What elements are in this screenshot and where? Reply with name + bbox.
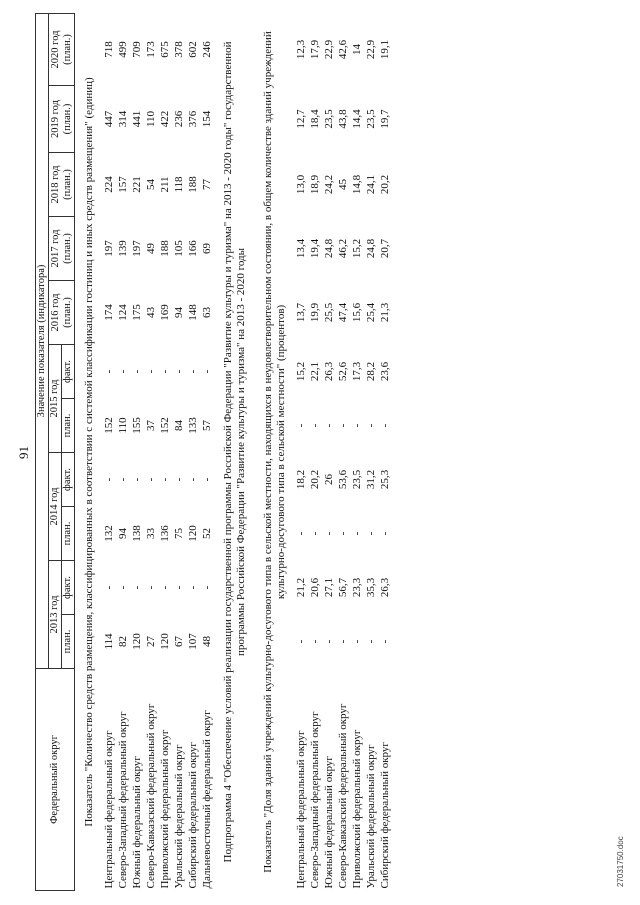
value-cell: - bbox=[131, 369, 143, 374]
district-name: Уральский федеральный округ bbox=[173, 744, 185, 889]
value-cell: 47,4 bbox=[337, 302, 349, 323]
value-cell: 94 bbox=[117, 528, 129, 539]
value-cell: 499 bbox=[117, 41, 129, 58]
value-cell: 25,3 bbox=[379, 469, 391, 490]
value-cell: 94 bbox=[173, 307, 185, 318]
value-cell: 23,5 bbox=[351, 469, 363, 490]
value-cell: 17,9 bbox=[309, 39, 321, 60]
value-cell: 224 bbox=[103, 176, 115, 193]
value-cell: - bbox=[173, 477, 185, 482]
value-cell: - bbox=[117, 477, 129, 482]
value-cell: - bbox=[145, 369, 157, 374]
value-cell: - bbox=[159, 477, 171, 482]
value-cell: 155 bbox=[131, 417, 143, 434]
page-number: 91 bbox=[16, 446, 31, 459]
table-row bbox=[172, 13, 186, 890]
value-cell: 24,1 bbox=[365, 174, 377, 195]
value-cell: 48 bbox=[201, 636, 213, 647]
value-cell: 21,2 bbox=[295, 577, 307, 598]
value-cell: 19,4 bbox=[309, 238, 321, 259]
value-cell: 49 bbox=[145, 243, 157, 254]
value-cell: 166 bbox=[187, 240, 199, 257]
value-cell: - bbox=[187, 369, 199, 374]
value-cell: 14,8 bbox=[351, 174, 363, 195]
district-name: Сибирский федеральный округ bbox=[379, 742, 391, 889]
value-cell: 33 bbox=[145, 528, 157, 539]
value-cell: 63 bbox=[201, 307, 213, 318]
table-row bbox=[186, 13, 200, 890]
value-cell: 441 bbox=[131, 110, 143, 128]
table-row bbox=[294, 13, 308, 890]
district-column-header: Федеральный округ bbox=[36, 669, 75, 891]
value-cell: 133 bbox=[187, 417, 199, 434]
value-cell: - bbox=[323, 423, 335, 428]
table-row bbox=[322, 13, 336, 890]
value-cell: 25,4 bbox=[365, 302, 377, 323]
indicator-table bbox=[35, 13, 392, 891]
value-cell: 124 bbox=[117, 304, 129, 321]
value-cell: 139 bbox=[117, 240, 129, 257]
value-cell: - bbox=[173, 369, 185, 374]
plan-header: план. bbox=[62, 507, 75, 561]
value-cell: 20,2 bbox=[309, 469, 321, 490]
value-cell: 24,8 bbox=[365, 238, 377, 259]
value-cell: - bbox=[295, 639, 307, 644]
value-cell: - bbox=[187, 477, 199, 482]
value-cell: 23,5 bbox=[365, 109, 377, 129]
section2-body bbox=[214, 13, 392, 890]
district-name: Приволжский федеральный округ bbox=[351, 729, 363, 889]
value-cell: 21,3 bbox=[379, 302, 391, 323]
district-name: Центральный федеральный округ bbox=[103, 730, 115, 889]
value-cell: 24,2 bbox=[323, 174, 335, 195]
value-cell: - bbox=[365, 531, 377, 536]
indicator-value-header: Значение показателя (индикатора) bbox=[36, 13, 49, 668]
district-name: Сибирский федеральный округ bbox=[187, 742, 199, 889]
value-cell: - bbox=[145, 477, 157, 482]
value-cell: 22,9 bbox=[365, 39, 377, 60]
value-cell: 26,3 bbox=[323, 361, 335, 382]
value-cell: 19,9 bbox=[309, 302, 321, 323]
section1-title: Показатель "Количество средств размещения, классифицированных в соответствии с системой классификации гостиниц и иных средств размещения" (единиц) bbox=[83, 77, 95, 827]
table-row bbox=[378, 13, 392, 890]
value-cell: 25,5 bbox=[323, 302, 335, 323]
value-cell: - bbox=[351, 639, 363, 644]
section2-title: Показатель "Доля зданий учреждений культурно-досугового типа в сельской местности, находящихся в неудовлетворительном состоянии, в общем количестве зданий учреждений культурно-досугового типа в сельской местности" (процентов) bbox=[262, 31, 287, 873]
value-cell: - bbox=[337, 531, 349, 536]
value-cell: 19,1 bbox=[379, 39, 391, 60]
section1-body bbox=[75, 13, 215, 890]
value-cell: - bbox=[145, 585, 157, 590]
value-cell: 12,3 bbox=[295, 39, 307, 60]
value-cell: - bbox=[323, 531, 335, 536]
value-cell: - bbox=[117, 369, 129, 374]
value-cell: - bbox=[379, 531, 391, 536]
value-cell: 45 bbox=[337, 179, 349, 190]
value-cell: 82 bbox=[117, 636, 129, 647]
value-cell: 52 bbox=[201, 528, 213, 539]
fact-header: факт. bbox=[62, 453, 75, 507]
value-cell: 77 bbox=[201, 179, 213, 190]
value-cell: - bbox=[201, 477, 213, 482]
value-cell: 148 bbox=[187, 304, 199, 321]
value-cell: - bbox=[379, 423, 391, 428]
value-cell: 136 bbox=[159, 525, 171, 542]
value-cell: - bbox=[131, 477, 143, 482]
value-cell: 175 bbox=[131, 304, 143, 321]
value-cell: 52,6 bbox=[337, 361, 349, 382]
value-cell: - bbox=[103, 369, 115, 374]
value-cell: 23,5 bbox=[323, 109, 335, 129]
table-row bbox=[116, 13, 130, 890]
value-cell: 197 bbox=[103, 240, 115, 257]
value-cell: 37 bbox=[145, 420, 157, 431]
value-cell: - bbox=[103, 585, 115, 590]
value-cell: 602 bbox=[187, 41, 199, 58]
district-name: Уральский федеральный округ bbox=[365, 744, 377, 889]
table-row bbox=[364, 13, 378, 890]
value-cell: - bbox=[351, 423, 363, 428]
table-row bbox=[336, 13, 350, 890]
value-cell: 23,6 bbox=[379, 361, 391, 382]
value-cell: 132 bbox=[103, 525, 115, 542]
value-cell: 120 bbox=[159, 633, 171, 650]
table-row bbox=[308, 13, 322, 890]
value-cell: 13,4 bbox=[295, 238, 307, 259]
value-cell: 447 bbox=[103, 110, 115, 128]
value-cell: 69 bbox=[201, 243, 213, 254]
value-cell: 42,6 bbox=[337, 39, 349, 60]
value-cell: 43,8 bbox=[337, 109, 349, 129]
value-cell: 18,4 bbox=[309, 109, 321, 129]
value-cell: - bbox=[337, 639, 349, 644]
year-2018-header: 2018 год (план.) bbox=[49, 153, 75, 217]
value-cell: 15,2 bbox=[295, 361, 307, 382]
value-cell: 54 bbox=[145, 179, 157, 190]
value-cell: 110 bbox=[117, 417, 129, 434]
value-cell: 26,3 bbox=[379, 577, 391, 598]
value-cell: 22,9 bbox=[323, 39, 335, 60]
value-cell: 23,3 bbox=[351, 577, 363, 598]
value-cell: 12,7 bbox=[295, 109, 307, 129]
plan-header: план. bbox=[62, 399, 75, 453]
value-cell: - bbox=[187, 585, 199, 590]
value-cell: 120 bbox=[187, 525, 199, 542]
district-name: Северо-Кавказский федеральный округ bbox=[337, 703, 349, 889]
year-2015-header: 2015 год bbox=[49, 345, 62, 453]
value-cell: 28,2 bbox=[365, 361, 377, 382]
value-cell: - bbox=[103, 477, 115, 482]
value-cell: 15,6 bbox=[351, 302, 363, 323]
district-name: Дальневосточный федеральный округ bbox=[201, 710, 213, 889]
value-cell: 152 bbox=[159, 417, 171, 434]
value-cell: 22,1 bbox=[309, 361, 321, 382]
value-cell: 14 bbox=[351, 43, 363, 55]
value-cell: 114 bbox=[103, 633, 115, 650]
value-cell: - bbox=[309, 639, 321, 644]
value-cell: 174 bbox=[103, 304, 115, 321]
year-2020-header: 2020 год (план.) bbox=[49, 13, 75, 85]
value-cell: 20,6 bbox=[309, 577, 321, 598]
value-cell: 152 bbox=[103, 417, 115, 434]
table-row bbox=[144, 13, 158, 890]
year-2013-header: 2013 год bbox=[49, 561, 62, 669]
value-cell: 154 bbox=[201, 110, 213, 128]
district-name: Центральный федеральный округ bbox=[295, 730, 307, 889]
value-cell: - bbox=[309, 423, 321, 428]
value-cell: 188 bbox=[159, 240, 171, 257]
district-name: Северо-Западный федеральный округ bbox=[309, 711, 321, 889]
value-cell: - bbox=[309, 531, 321, 536]
year-2014-header: 2014 год bbox=[49, 453, 62, 561]
value-cell: 31,2 bbox=[365, 469, 377, 490]
value-cell: 35,3 bbox=[365, 577, 377, 598]
table-row bbox=[102, 13, 116, 890]
value-cell: 221 bbox=[131, 176, 143, 193]
value-cell: 246 bbox=[201, 41, 213, 58]
value-cell: 24,8 bbox=[323, 238, 335, 259]
fact-header: факт. bbox=[62, 345, 75, 399]
value-cell: - bbox=[173, 585, 185, 590]
value-cell: - bbox=[159, 369, 171, 374]
value-cell: 15,2 bbox=[351, 238, 363, 259]
district-name: Южный федеральный округ bbox=[131, 756, 143, 889]
value-cell: 376 bbox=[187, 110, 199, 128]
value-cell: - bbox=[131, 585, 143, 590]
value-cell: 26 bbox=[323, 474, 335, 485]
value-cell: 75 bbox=[173, 528, 185, 539]
value-cell: 46,2 bbox=[337, 238, 349, 259]
value-cell: 67 bbox=[173, 636, 185, 647]
table-row bbox=[200, 13, 214, 890]
value-cell: 14,4 bbox=[351, 109, 363, 129]
value-cell: 13,0 bbox=[295, 174, 307, 195]
district-name: Южный федеральный округ bbox=[323, 756, 335, 889]
value-cell: - bbox=[201, 585, 213, 590]
value-cell: 18,9 bbox=[309, 174, 321, 195]
value-cell: 138 bbox=[131, 525, 143, 542]
value-cell: - bbox=[201, 369, 213, 374]
value-cell: 718 bbox=[103, 41, 115, 58]
plan-header: план. bbox=[62, 615, 75, 669]
value-cell: 105 bbox=[173, 240, 185, 257]
value-cell: 57 bbox=[201, 420, 213, 431]
value-cell: - bbox=[337, 423, 349, 428]
value-cell: 84 bbox=[173, 420, 185, 431]
value-cell: 20,7 bbox=[379, 238, 391, 259]
value-cell: 110 bbox=[145, 110, 157, 128]
value-cell: 169 bbox=[159, 304, 171, 321]
value-cell: 236 bbox=[173, 110, 185, 128]
value-cell: 157 bbox=[117, 176, 129, 193]
value-cell: - bbox=[379, 639, 391, 644]
value-cell: 107 bbox=[187, 633, 199, 650]
value-cell: 118 bbox=[173, 176, 185, 193]
value-cell: 709 bbox=[131, 41, 143, 58]
value-cell: - bbox=[365, 423, 377, 428]
fact-header: факт. bbox=[62, 561, 75, 615]
value-cell: 17,3 bbox=[351, 361, 363, 382]
table-row bbox=[158, 13, 172, 890]
value-cell: - bbox=[295, 531, 307, 536]
value-cell: 27,1 bbox=[323, 577, 335, 598]
value-cell: - bbox=[295, 423, 307, 428]
value-cell: 188 bbox=[187, 176, 199, 193]
value-cell: 211 bbox=[159, 176, 171, 193]
value-cell: 120 bbox=[131, 633, 143, 650]
value-cell: - bbox=[159, 585, 171, 590]
district-name: Приволжский федеральный округ bbox=[159, 729, 171, 889]
value-cell: - bbox=[365, 639, 377, 644]
district-name: Северо-Западный федеральный округ bbox=[117, 711, 129, 889]
value-cell: 27 bbox=[145, 636, 157, 647]
district-name: Северо-Кавказский федеральный округ bbox=[145, 703, 157, 889]
table-row bbox=[350, 13, 364, 890]
value-cell: 197 bbox=[131, 240, 143, 257]
table-header bbox=[36, 13, 75, 890]
year-2019-header: 2019 год (план.) bbox=[49, 86, 75, 153]
value-cell: 56,7 bbox=[337, 577, 349, 598]
value-cell: 422 bbox=[159, 110, 171, 128]
value-cell: 314 bbox=[117, 110, 129, 128]
value-cell: 53,6 bbox=[337, 469, 349, 490]
subprogram-title: Подпрограмма 4 "Обеспечение условий реализации государственной программы Российской Федерации "Развитие культуры и туризма" на 2013 - 2020 годы" государственной программы Российской Федерации "Развитие культуры и туризма" на 2013 - 2020 годы bbox=[222, 41, 247, 863]
value-cell: 378 bbox=[173, 41, 185, 58]
value-cell: 173 bbox=[145, 41, 157, 58]
value-cell: - bbox=[117, 585, 129, 590]
table-row bbox=[130, 13, 144, 890]
value-cell: 18,2 bbox=[295, 469, 307, 490]
year-2016-header: 2016 год (план.) bbox=[49, 281, 75, 345]
value-cell: 20,2 bbox=[379, 174, 391, 195]
value-cell: 19,7 bbox=[379, 109, 391, 129]
value-cell: 43 bbox=[145, 307, 157, 318]
year-2017-header: 2017 год (план.) bbox=[49, 217, 75, 281]
value-cell: 675 bbox=[159, 41, 171, 58]
value-cell: - bbox=[323, 639, 335, 644]
value-cell: 13,7 bbox=[295, 302, 307, 323]
value-cell: - bbox=[351, 531, 363, 536]
footer-code: 27031750.doc bbox=[616, 836, 625, 887]
